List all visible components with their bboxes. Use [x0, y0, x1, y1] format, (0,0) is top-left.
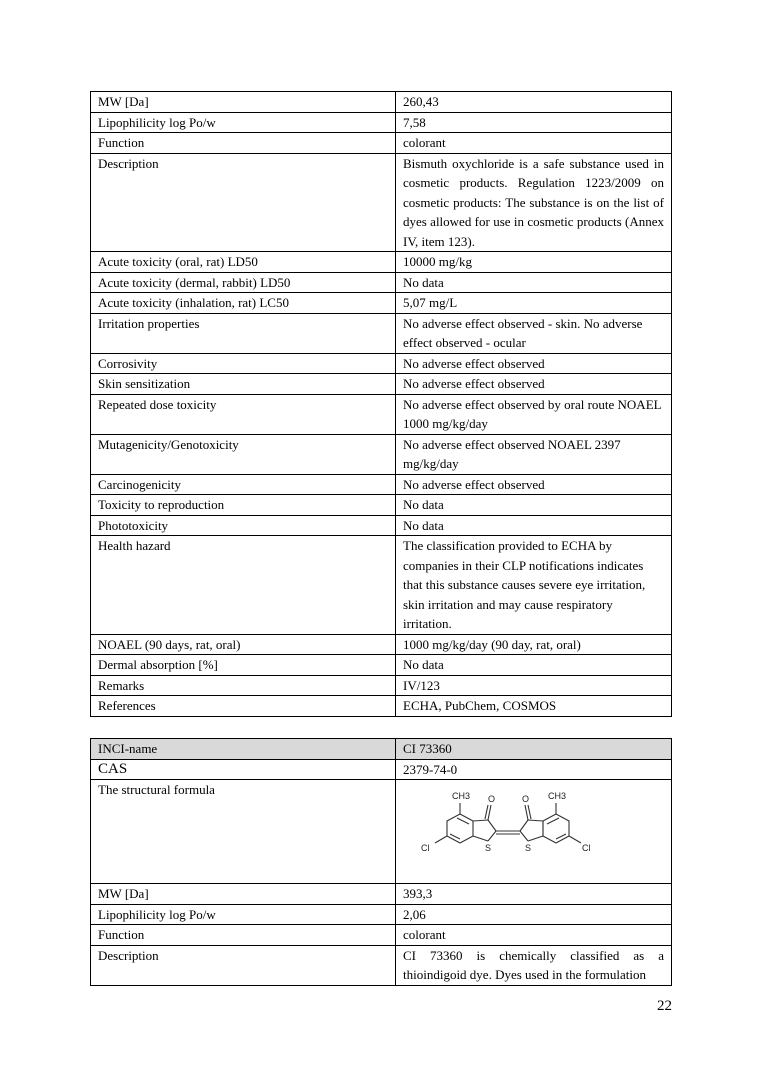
table-row [91, 313, 672, 353]
property-value: No adverse effect observed [396, 474, 672, 495]
property-value: The classification provided to ECHA by companies in their CLP notifications indicates that this substance causes severe eye irritation, skin irritation and may cause respiratory irritation. [396, 536, 672, 635]
inci-name-label: INCI-name [91, 739, 396, 760]
ch3-label: CH3 [452, 791, 471, 801]
property-name: References [91, 696, 396, 717]
property-value: colorant [396, 925, 672, 946]
property-name: MW [Da] [91, 884, 396, 905]
property-value: No adverse effect observed [396, 353, 672, 374]
property-value: No adverse effect observed - skin. No adverse effect observed - ocular [396, 313, 672, 353]
cas-value: 2379-74-0 [396, 759, 672, 780]
property-name: Lipophilicity log Po/w [91, 112, 396, 133]
chlorine-label: Cl [582, 843, 591, 853]
property-value: No adverse effect observed by oral route NOAEL 1000 mg/kg/day [396, 394, 672, 434]
property-value: Bismuth oxychloride is a safe substance used in cosmetic products. Regulation 1223/2009 on cosmetic products: The substance is on the list of dyes allowed for use in cosmetic products (Annex IV, item 123). [396, 153, 672, 252]
table-row [91, 394, 672, 434]
property-name: Skin sensitization [91, 374, 396, 395]
property-value: No data [396, 272, 672, 293]
table-row [91, 925, 672, 946]
table-row [91, 434, 672, 474]
property-name: Acute toxicity (inhalation, rat) LC50 [91, 293, 396, 314]
property-name: Health hazard [91, 536, 396, 635]
property-name: Repeated dose toxicity [91, 394, 396, 434]
table-row [91, 634, 672, 655]
property-name: Remarks [91, 675, 396, 696]
table-row [91, 112, 672, 133]
property-value: No data [396, 495, 672, 516]
property-name: Description [91, 153, 396, 252]
table-row [91, 495, 672, 516]
property-value: No adverse effect observed NOAEL 2397 mg/kg/day [396, 434, 672, 474]
page-number: 22 [657, 998, 672, 1014]
table-row [91, 655, 672, 676]
property-name: Phototoxicity [91, 515, 396, 536]
property-name: Acute toxicity (dermal, rabbit) LD50 [91, 272, 396, 293]
property-value: No data [396, 515, 672, 536]
property-value: 10000 mg/kg [396, 252, 672, 273]
property-name: Function [91, 925, 396, 946]
property-name: NOAEL (90 days, rat, oral) [91, 634, 396, 655]
table-row [91, 252, 672, 273]
cas-label: CAS [91, 759, 396, 780]
table-row [91, 759, 672, 780]
property-name: Dermal absorption [%] [91, 655, 396, 676]
table-row [91, 374, 672, 395]
property-value: CI 73360 is chemically classified as a thioindigoid dye. Dyes used in the formulation [396, 945, 672, 985]
property-value: colorant [396, 133, 672, 154]
table-row [91, 780, 672, 884]
table-row [91, 353, 672, 374]
property-name: Toxicity to reproduction [91, 495, 396, 516]
chlorine-label: Cl [421, 843, 430, 853]
table-row [91, 884, 672, 905]
table-row [91, 92, 672, 113]
property-value: 5,07 mg/L [396, 293, 672, 314]
property-name: Corrosivity [91, 353, 396, 374]
property-name: MW [Da] [91, 92, 396, 113]
inci-name-value: CI 73360 [396, 739, 672, 760]
property-value: 1000 mg/kg/day (90 day, rat, oral) [396, 634, 672, 655]
structural-formula-label: The structural formula [91, 780, 396, 884]
property-value: No adverse effect observed [396, 374, 672, 395]
oxygen-label: O [488, 794, 496, 804]
table-row [91, 272, 672, 293]
property-name: Irritation properties [91, 313, 396, 353]
table-row [91, 904, 672, 925]
property-name: Mutagenicity/Genotoxicity [91, 434, 396, 474]
table-row [91, 675, 672, 696]
property-value: 2,06 [396, 904, 672, 925]
table-row [91, 474, 672, 495]
property-value: 260,43 [396, 92, 672, 113]
properties-table-2 [90, 738, 672, 986]
table-row [91, 515, 672, 536]
property-name: Description [91, 945, 396, 985]
property-value: 393,3 [396, 884, 672, 905]
property-name: Function [91, 133, 396, 154]
structural-formula-image [408, 784, 608, 866]
table-row [91, 536, 672, 635]
table-row [91, 153, 672, 252]
properties-table-1 [90, 91, 672, 717]
table-header-row [91, 739, 672, 760]
table-row [91, 133, 672, 154]
property-name: Acute toxicity (oral, rat) LD50 [91, 252, 396, 273]
oxygen-label: O [522, 794, 530, 804]
ch3-label: CH3 [548, 791, 567, 801]
sulfur-label: S [485, 843, 492, 853]
table-row [91, 945, 672, 985]
property-value: IV/123 [396, 675, 672, 696]
table-row [91, 293, 672, 314]
table-row [91, 696, 672, 717]
structural-formula-cell [396, 780, 672, 884]
property-name: Lipophilicity log Po/w [91, 904, 396, 925]
property-value: ECHA, PubChem, COSMOS [396, 696, 672, 717]
property-name: Carcinogenicity [91, 474, 396, 495]
sulfur-label: S [525, 843, 532, 853]
property-value: No data [396, 655, 672, 676]
property-value: 7,58 [396, 112, 672, 133]
